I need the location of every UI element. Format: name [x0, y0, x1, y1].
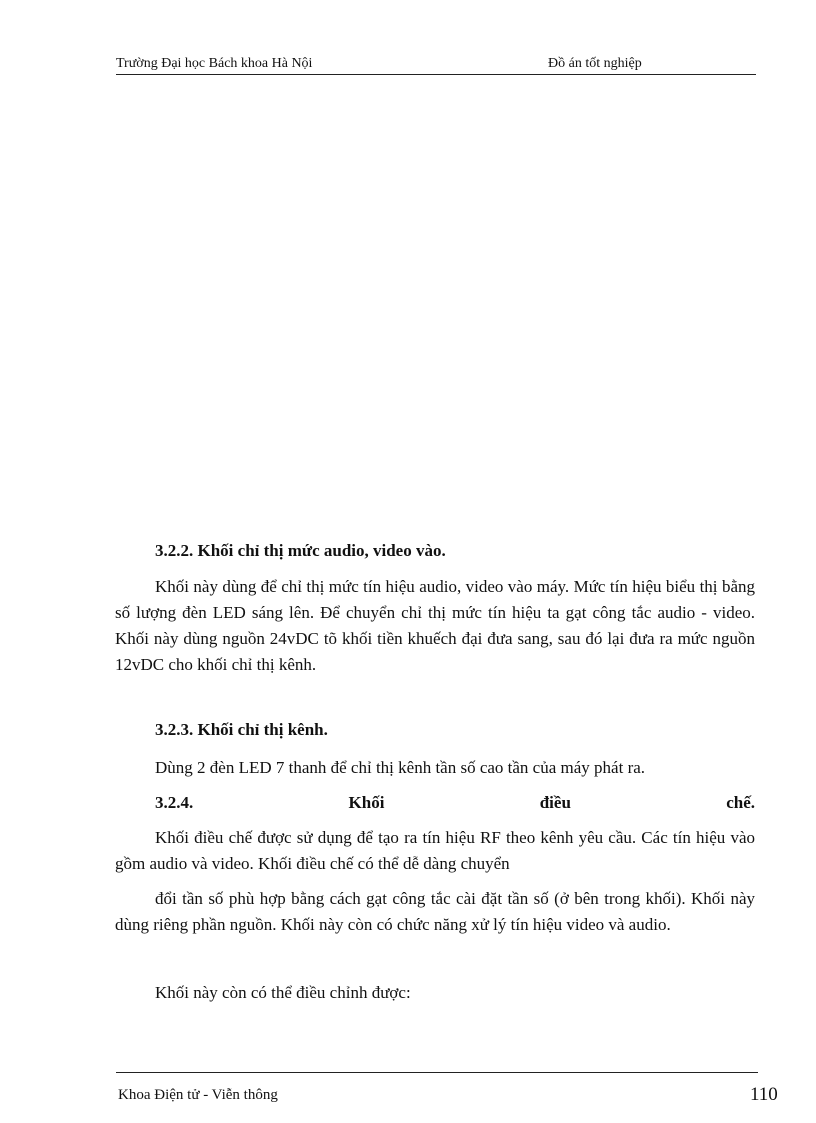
page-number: 110: [750, 1084, 778, 1105]
heading-3-2-4-word-2: điều: [539, 793, 571, 812]
paragraph-3-2-3: Dùng 2 đèn LED 7 thanh để chỉ thị kênh tần số cao tần của máy phát ra.: [155, 758, 646, 777]
heading-3-2-4-number: 3.2.4.: [155, 793, 194, 812]
footer-divider: [116, 1072, 758, 1073]
heading-3-2-4: [155, 790, 755, 816]
heading-3-2-3: 3.2.3. Khối chỉ thị kênh.: [155, 720, 328, 739]
paragraph-3-2-4-part-3: Khối này còn có thể điều chỉnh được:: [155, 983, 411, 1002]
heading-3-2-4-word-1: Khối: [348, 793, 385, 812]
paragraph-3-2-4-part-2: đổi tần số phù hợp bằng cách gạt công tắc cài đặt tần số (ở bên trong khối). Khối này dùng riêng phần nguồn. Khối này còn có chức năng xử lý tín hiệu video và audio.: [115, 889, 755, 934]
paragraph-3-2-4-part-1: Khối điều chế được sử dụng để tạo ra tín hiệu RF theo kênh yêu cầu. Các tín hiệu vào gồm audio và video. Khối điều chế có thể dễ dàng chuyển: [115, 828, 755, 873]
header-document-type: Đồ án tốt nghiệp: [548, 56, 642, 71]
footer-department: Khoa Điện tử - Viễn thông: [118, 1087, 278, 1103]
page-header: [116, 54, 756, 75]
heading-3-2-2: 3.2.2. Khối chỉ thị mức audio, video vào.: [155, 541, 446, 560]
header-school-name: Trường Đại học Bách khoa Hà Nội: [116, 56, 313, 71]
heading-3-2-4-word-3: chế.: [726, 793, 755, 812]
paragraph-3-2-2: Khối này dùng để chỉ thị mức tín hiệu audio, video vào máy. Mức tín hiệu biểu thị bằng số lượng đèn LED sáng lên. Để chuyển chỉ thị mức tín hiệu ta gạt công tắc audio - video. Khối này dùng nguồn 24vDC tõ khối tiền khuếch đại đưa sang, sau đó lại đưa ra mức nguồn 12vDC cho khối chỉ thị kênh.: [115, 577, 755, 674]
